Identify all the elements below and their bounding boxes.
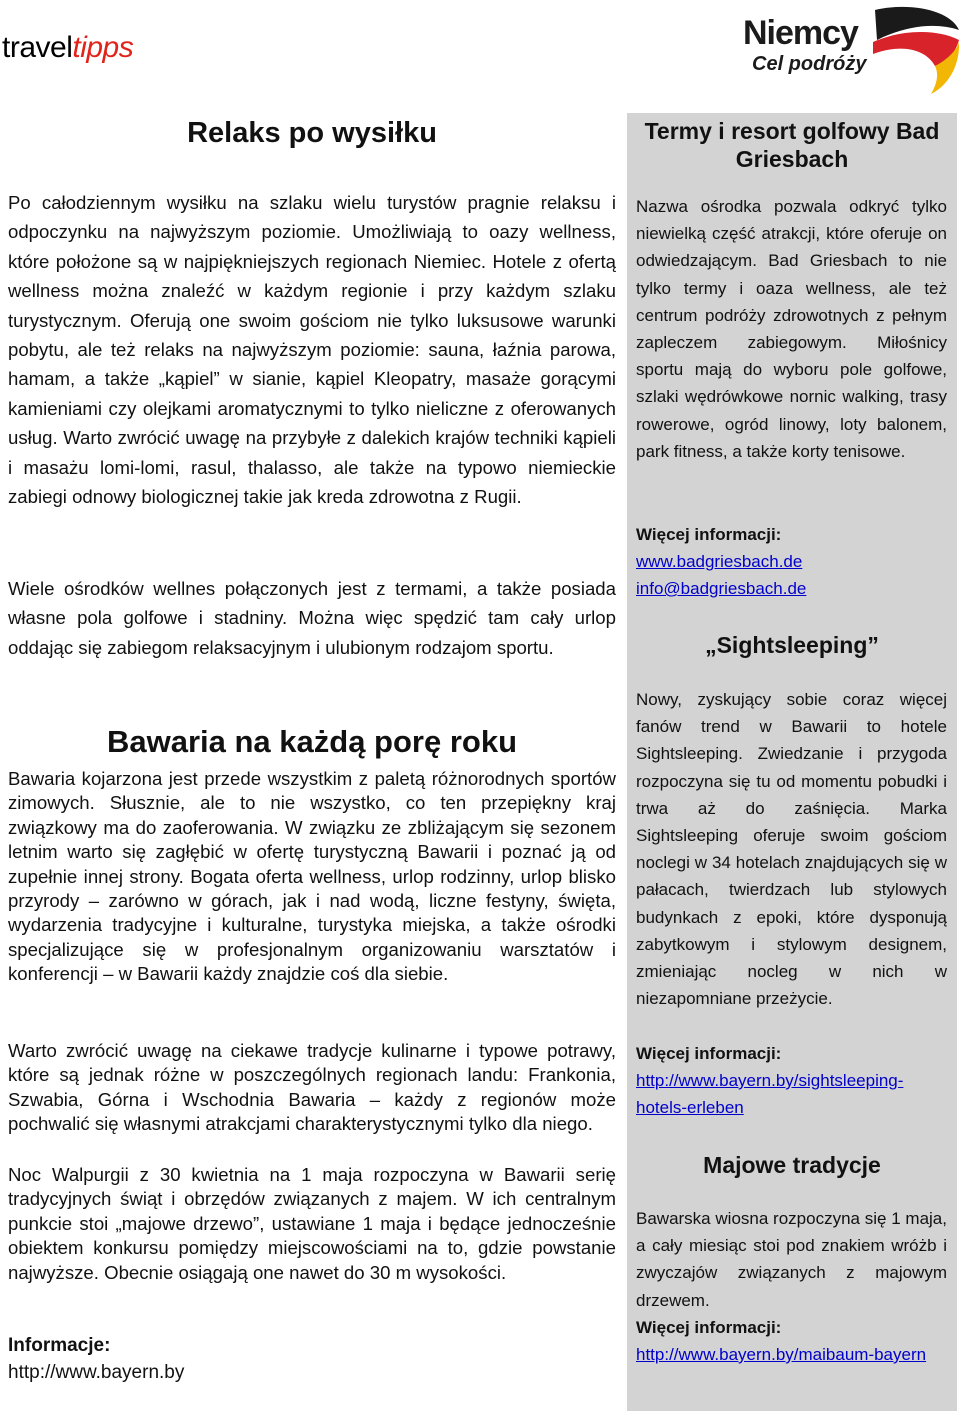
link-email-badgriesbach[interactable]: info@badgriesbach.de bbox=[636, 579, 807, 598]
sidebar-box bbox=[627, 113, 957, 1411]
brand-wordmark bbox=[2, 28, 133, 68]
sidebar-paragraph: Bawarska wiosna rozpoczyna się 1 maja, a cały miesiąc stoi pod znakiem wróżb i zwyczajów związanych z majowym drzewem. bbox=[636, 1209, 947, 1310]
sidebar-heading-sightsleeping: „Sightsleeping” bbox=[705, 632, 879, 658]
sidebar-heading-majowe: Majowe tradycje bbox=[703, 1152, 881, 1178]
section-heading-relaks: Relaks po wysiłku bbox=[187, 117, 437, 149]
paragraph: Wiele ośrodków wellnes połączonych jest z termami, a także posiada własne pola golfowe i stadniny. Można więc spędzić tam cały urlop oddając się zabiegom relaksacyjnym i ulubionym rodzajom sportu. bbox=[8, 578, 616, 658]
sidebar-paragraph: Nowy, zyskujący sobie coraz więcej fanów trend w Bawarii to hotele Sightsleeping. Zwiedzanie i przygoda rozpoczyna się tu od momentu pobudki i trwa aż do zaśnięcia. Marka Sightsleeping oferuje swoim gościom noclegi w 34 hotelach znajdujących się w pałacach, twierdzach lub stylowych budynkach z epoki, które dysponują zabytkowym i stylowym designem, zmieniając nocleg w nich w niezapomniane przeżycie. bbox=[636, 690, 947, 1009]
sidebar-heading-bad-griesbach: Termy i resort golfowy Bad Griesbach bbox=[644, 118, 940, 172]
paragraph: Bawaria kojarzona jest przede wszystkim z paletą różnorodnych sportów zimowych. Słusznie, ale to nie wszystko, co ten przepiękny kraj związkowy ma do zaoferowania. W związku ze zbliżającym się sezonem letnim warto się zagłębić w ofertę turystyczną Bawarii i poznać ją od zupełnie innej strony. Bogata oferta wellness, urlop rodzinny, urlop blisko przyrody – zarówno w górach, jak i nad wodą, liczne festyny, święta, wydarzenia tradycyjne i kulturalne, turystyka miejska, a także ośrodki specjalizujące się w profesjonalnym organizowaniu warsztatów i konferencji – w Bawarii każdy znajdzie coś dla siebie. bbox=[8, 768, 616, 985]
more-info-label: Więcej informacji: bbox=[636, 1044, 782, 1063]
info-url: http://www.bayern.by bbox=[8, 1362, 185, 1383]
sidebar-paragraph: Nazwa ośrodka pozwala odkryć tylko niewielką część atrakcji, które oferuje on odwiedzającym. Bad Griesbach to nie tylko termy i oaza wellness, ale też centrum podróży zdrowotnych z pełnym zapleczem zabiegowym. Miłośnicy sportu mają do wyboru pole golfowe, szlaki wędrówkowe nornic walking, trasy rowerowe, ogród linowy, loty balonem, park fitness, a także korty tenisowe. bbox=[636, 197, 947, 461]
logo-subtitle: Cel podróży bbox=[752, 53, 867, 75]
link-sightsleeping[interactable]: http://www.bayern.by/sightsleeping-hotels-erleben bbox=[636, 1071, 904, 1118]
section-heading-bawaria: Bawaria na każdą porę roku bbox=[106, 724, 518, 759]
info-label: Informacje: bbox=[8, 1335, 111, 1356]
niemcy-logo bbox=[735, 0, 960, 95]
logo-title: Niemcy bbox=[743, 14, 858, 52]
more-info-label: Więcej informacji: bbox=[636, 1318, 782, 1337]
more-info-label: Więcej informacji: bbox=[636, 525, 782, 544]
link-badgriesbach[interactable]: www.badgriesbach.de bbox=[636, 552, 803, 571]
link-maibaum[interactable]: http://www.bayern.by/maibaum-bayern bbox=[636, 1345, 927, 1364]
brand-part-travel: travel bbox=[2, 31, 73, 64]
paragraph: Warto zwrócić uwagę na ciekawe tradycje kulinarne i typowe potrawy, które są jednak różne w poszczególnych regionach landu: Frankonia, Szwabia, Górna i Wschodnia Bawaria – każdy z regionów może pochwalić się własnymi atrakcjami charakterystycznymi tylko dla niego. bbox=[8, 1040, 616, 1135]
paragraph: Noc Walpurgii z 30 kwietnia na 1 maja rozpoczyna w Bawarii serię tradycyjnych świąt i obrzędów związanych z majem. W ich centralnym punkcie stoi „majowe drzewo”, ustawiane 1 maja i będące jednocześnie obiektem konkursu pomiędzy miejscowościami na to, gdzie powstanie najwyższe. Obecnie osiągają one nawet do 30 m wysokości. bbox=[8, 1164, 616, 1283]
flag-swoosh-icon bbox=[855, 0, 960, 95]
brand-part-tipps: tipps bbox=[72, 31, 134, 64]
paragraph: Po całodziennym wysiłku na szlaku wielu turystów pragnie relaksu i odpoczynku na najwyższym poziomie. Umożliwiają to oazy wellness, które położone są w najpiękniejszych regionach Niemiec. Hotele z ofertą wellness można znaleźć w każdym regionie i przy każdym szlaku turystycznym. Oferują one swoim gościom nie tylko luksusowe warunki pobytu, ale też relaks na najwyższym poziomie: sauna, łaźnia parowa, hamam, a także „kąpiel” w sianie, kąpiel Kleopatry, masaże gorącymi kamieniami czy olejkami aromatycznymi to tylko nieliczne z oferowanych usług. Warto zwrócić uwagę na przybyłe z dalekich krajów techniki kąpieli i masażu lomi-lomi, rasul, thalasso, ale także na typowo niemieckie zabiegi odnowy biologicznej takie jak kreda zdrowotna z Rugii. bbox=[8, 192, 616, 508]
